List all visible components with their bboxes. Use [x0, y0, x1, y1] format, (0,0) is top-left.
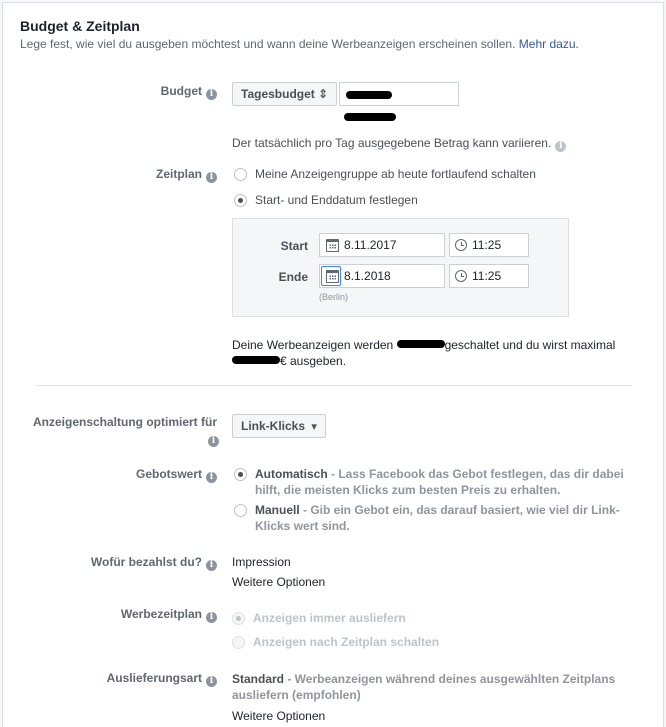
- optimization-value: Link-Klicks: [241, 419, 306, 433]
- info-icon[interactable]: i: [206, 472, 217, 483]
- budget-type-select[interactable]: Tagesbudget ⇕: [232, 82, 337, 106]
- redacted-amount: [346, 91, 392, 99]
- radio-ads-scheduled[interactable]: [232, 636, 245, 649]
- budget-label-text: Budget: [160, 84, 202, 98]
- info-icon[interactable]: i: [206, 612, 217, 623]
- subtitle-text: Lege fest, wie viel du ausgeben möchtest und wann deine Werbeanzeigen erscheinen sollen.: [20, 37, 516, 51]
- delivery-line2: ausliefern (empfohlen): [232, 688, 361, 702]
- summary-part1: Deine Werbeanzeigen werden: [232, 338, 394, 352]
- radio-continuous-label[interactable]: Meine Anzeigengruppe ab heute fortlaufend schalten: [255, 167, 536, 181]
- redacted-currency: [344, 113, 396, 121]
- pay-for-label-text: Wofür bezahlst du?: [90, 555, 202, 569]
- pay-for-label: [91, 555, 217, 571]
- timezone-label: (Berlin): [319, 292, 349, 302]
- delivery-more-options-link[interactable]: Weitere Optionen: [232, 709, 326, 723]
- info-icon[interactable]: i: [206, 89, 217, 100]
- info-icon[interactable]: i: [206, 560, 217, 571]
- info-icon[interactable]: i: [206, 172, 217, 183]
- info-icon[interactable]: i: [555, 141, 566, 152]
- bid-automatic-title: Automatisch: [255, 467, 328, 481]
- radio-bid-manual[interactable]: [234, 504, 247, 517]
- budget-label: [161, 84, 217, 100]
- section-title: Budget & Zeitplan: [20, 18, 140, 34]
- bid-automatic-desc[interactable]: [255, 466, 635, 498]
- optimization-dropdown[interactable]: [232, 414, 326, 438]
- section-subtitle: [20, 37, 579, 51]
- budget-note-text: Der tatsächlich pro Tag ausgegebene Betrag kann variieren.: [232, 136, 552, 150]
- calendar-icon: [326, 270, 339, 283]
- delivery-label-text: Auslieferungsart: [106, 671, 202, 685]
- start-time-input[interactable]: [449, 233, 529, 257]
- redacted-period: [397, 340, 445, 348]
- start-date-value: 8.11.2017: [344, 238, 397, 252]
- budget-note: [232, 136, 566, 152]
- ad-scheduling-label: [121, 607, 217, 623]
- budget-amount-input[interactable]: [339, 82, 459, 106]
- end-date-value: 8.1.2018: [344, 269, 391, 283]
- clock-icon: [455, 270, 467, 282]
- bid-automatic-line2: hilft, die meisten Klicks zum besten Preis zu erhalten.: [255, 483, 561, 497]
- calendar-icon: [326, 239, 339, 252]
- radio-ads-always-label[interactable]: Anzeigen immer ausliefern: [253, 611, 406, 625]
- bid-label: [136, 467, 217, 483]
- radio-set-dates[interactable]: [234, 194, 247, 207]
- radio-continuous[interactable]: [234, 168, 247, 181]
- pay-for-value: Impression: [232, 555, 291, 569]
- radio-ads-scheduled-label[interactable]: Anzeigen nach Zeitplan schalten: [253, 635, 440, 649]
- learn-more-link[interactable]: Mehr dazu.: [518, 37, 579, 51]
- radio-ads-always[interactable]: [232, 612, 245, 625]
- schedule-summary-line2: [232, 354, 346, 368]
- info-icon[interactable]: i: [206, 676, 217, 687]
- clock-icon: [455, 239, 467, 251]
- chevron-down-icon: ▾: [311, 421, 317, 433]
- pay-for-more-options-link[interactable]: Weitere Optionen: [232, 575, 326, 589]
- bid-automatic-line1: - Lass Facebook das Gebot festlegen, das dir dabei: [327, 467, 624, 481]
- info-icon[interactable]: i: [208, 436, 219, 447]
- start-time-value: 11:25: [472, 238, 502, 252]
- delivery-label: [107, 671, 217, 687]
- summary-part3: € ausgeben.: [280, 354, 347, 368]
- end-time-input[interactable]: [449, 264, 529, 288]
- end-date-input[interactable]: [319, 264, 445, 288]
- redacted-max-spend: [232, 356, 280, 364]
- delivery-desc: [232, 671, 632, 703]
- budget-schedule-panel: [2, 2, 664, 727]
- delivery-title: Standard: [232, 672, 285, 686]
- schedule-summary-line1: [232, 338, 615, 352]
- start-label: Start: [280, 239, 308, 253]
- section-divider: [36, 385, 632, 386]
- radio-bid-automatic[interactable]: [234, 468, 247, 481]
- bid-manual-line2: Klicks wert sind.: [255, 519, 350, 533]
- date-range-box: [232, 218, 569, 317]
- schedule-label-text: Zeitplan: [155, 167, 202, 181]
- bid-label-text: Gebotswert: [135, 467, 202, 481]
- bid-manual-title: Manuell: [255, 503, 300, 517]
- schedule-label: [156, 167, 217, 183]
- start-date-input[interactable]: [319, 233, 445, 257]
- end-time-value: 11:25: [472, 269, 502, 283]
- summary-part2: geschaltet und du wirst maximal: [444, 338, 616, 352]
- end-label: Ende: [278, 270, 308, 284]
- optimization-info: [204, 431, 219, 447]
- bid-manual-line1: - Gib ein Gebot ein, das darauf basiert, wie viel dir Link-: [299, 503, 620, 517]
- optimization-label: Anzeigenschaltung optimiert für: [32, 415, 217, 429]
- ad-scheduling-label-text: Werbezeitplan: [120, 607, 202, 621]
- bid-manual-desc[interactable]: [255, 502, 635, 534]
- radio-set-dates-label[interactable]: Start- und Enddatum festlegen: [255, 193, 418, 207]
- delivery-line1: - Werbeanzeigen während deines ausgewählten Zeitplans: [284, 672, 616, 686]
